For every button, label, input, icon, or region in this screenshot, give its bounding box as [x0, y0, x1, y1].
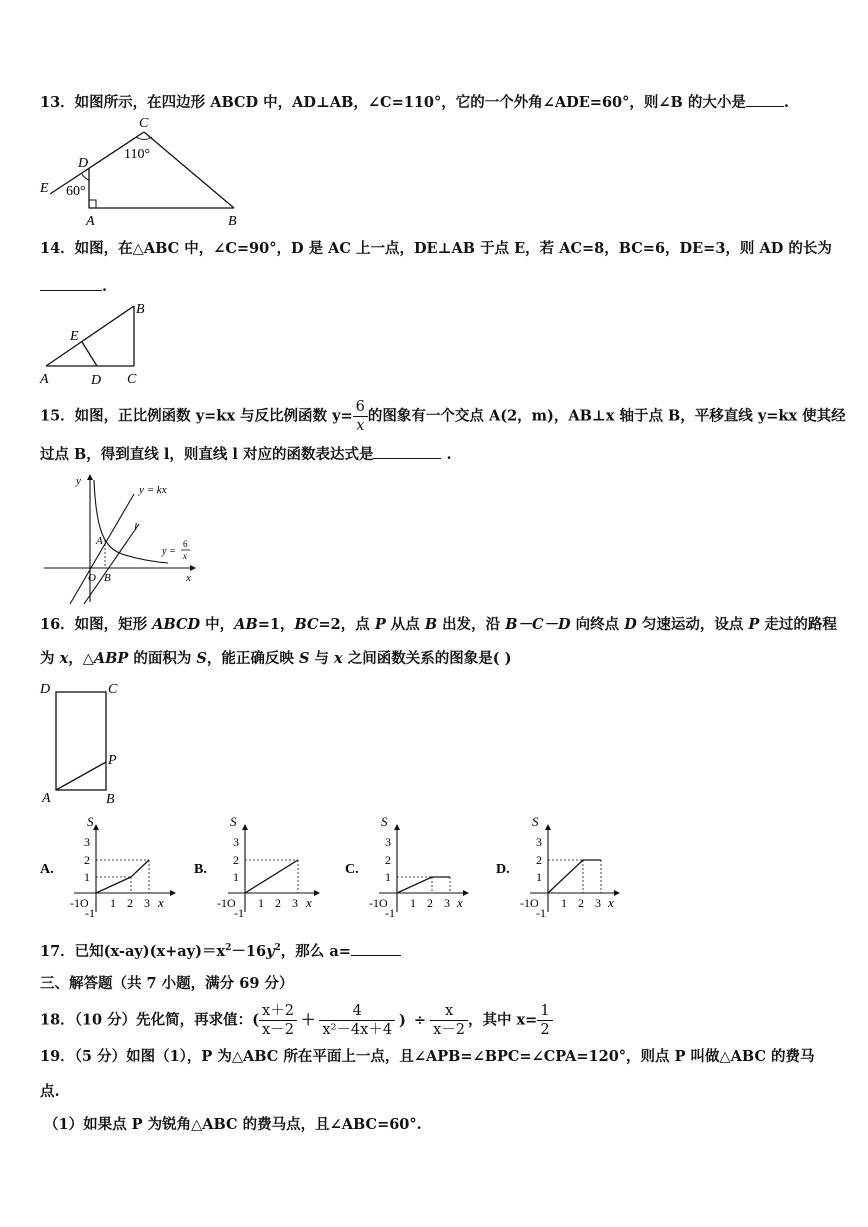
q14-answer-line: .	[40, 276, 107, 295]
svg-text:1: 1	[536, 870, 542, 884]
svg-text:2: 2	[385, 853, 391, 867]
hyperbola-label: y =	[162, 546, 176, 557]
q15-figure	[44, 474, 204, 606]
fraction-1: $\frac{x+2}{x-2}$	[259, 1002, 297, 1039]
label-p: P	[108, 753, 117, 768]
fraction-2: $\frac{4}{\text{x²－4x＋4}}$	[319, 1002, 395, 1039]
svg-text:S: S	[230, 814, 237, 829]
label-e: E	[40, 181, 49, 196]
hyperbola-den: x	[183, 551, 187, 561]
label-d: D	[40, 682, 51, 697]
point-a-label: A	[96, 535, 103, 547]
svg-text:3: 3	[536, 835, 542, 849]
svg-text:x: x	[608, 895, 614, 910]
svg-text:3: 3	[595, 896, 601, 910]
q19-text-line2: 点.	[40, 1083, 60, 1100]
svg-text:3: 3	[385, 835, 391, 849]
fraction-6-over-x: $\frac{6}{x}$	[353, 398, 368, 435]
svg-text:x: x	[457, 895, 463, 910]
svg-text:3: 3	[144, 896, 150, 910]
label-angle-e: 60°	[66, 184, 86, 199]
line-ykx-label: y = kx	[139, 484, 167, 496]
svg-text:2: 2	[275, 896, 281, 910]
svg-text:3: 3	[84, 835, 90, 849]
svg-text:2: 2	[233, 853, 239, 867]
svg-text:3: 3	[233, 835, 239, 849]
label-d: D	[91, 373, 102, 388]
axis-y-label: y	[76, 475, 81, 487]
answer-blank	[351, 941, 401, 956]
svg-text:1: 1	[385, 870, 391, 884]
line-l-label: l	[134, 521, 138, 533]
svg-text:-1O: -1O	[70, 896, 89, 910]
svg-text:2: 2	[536, 853, 542, 867]
label-c: C	[127, 372, 137, 387]
q14-text: 14．如图，在△ABC 中，∠C=90°，D 是 AC 上一点，DE⊥AB 于点 E，若 AC=8，BC=6，DE=3，则 AD 的长为	[40, 240, 832, 257]
svg-text:-1: -1	[536, 906, 546, 920]
q19-sub1: （1）如果点 P 为锐角△ABC 的费马点，且∠ABC=60°.	[44, 1116, 422, 1133]
option-d-graph[interactable]	[494, 810, 634, 920]
svg-text:S: S	[87, 814, 94, 829]
point-b-label: B	[104, 572, 111, 584]
answer-blank	[746, 92, 784, 107]
svg-text:1: 1	[110, 896, 116, 910]
svg-text:-1O: -1O	[520, 896, 539, 910]
svg-text:S: S	[532, 814, 539, 829]
label-a: A	[42, 791, 51, 806]
svg-text:2: 2	[84, 853, 90, 867]
svg-text:1: 1	[561, 896, 567, 910]
svg-text:3: 3	[292, 896, 298, 910]
origin-label: O	[88, 572, 96, 584]
label-b: B	[136, 302, 145, 317]
svg-text:2: 2	[127, 896, 133, 910]
fraction-3: $\frac{x}{x-2}$	[430, 1002, 468, 1039]
label-c: C	[108, 682, 118, 697]
label-angle-c: 110°	[124, 147, 151, 162]
svg-text:x: x	[158, 895, 164, 910]
q16-rectangle-figure	[38, 678, 138, 808]
label-b: B	[228, 214, 237, 229]
label-a: A	[86, 214, 95, 229]
axis-x-label: x	[186, 572, 191, 584]
svg-text:1: 1	[410, 896, 416, 910]
svg-text:2: 2	[427, 896, 433, 910]
svg-text:1: 1	[84, 870, 90, 884]
answer-blank	[40, 276, 102, 291]
option-a-graph[interactable]	[38, 810, 178, 920]
q18-text: 18．（10 分）先化简，再求值：( $\frac{x+2}{x-2}$ ＋ $\frac{4}{\text{x²－4x＋4}}$ ) ÷ $\frac{x}{x-2}$ ，其中 x= $\frac{1}{2}$	[40, 1002, 553, 1039]
svg-text:-1: -1	[385, 906, 395, 920]
label-c: C	[139, 116, 149, 131]
svg-text:-1: -1	[85, 906, 95, 920]
q15-text: 15．如图，正比例函数 y=kx 与反比例函数 y= $\frac{6}{x}$ 的图象有一个交点 A(2，m)，AB⊥x 轴于点 B，平移直线 y=kx 使其经	[40, 399, 846, 435]
fraction-4: $\frac{1}{2}$	[537, 1002, 552, 1039]
option-label: B.	[194, 862, 207, 877]
svg-text:x: x	[306, 895, 312, 910]
q17-text: 17．已知$(x-ay)(x+ay)=x^2-16y^2$，那么 a=	[40, 941, 401, 960]
hyperbola-num: 6	[183, 539, 188, 549]
option-label: A.	[40, 862, 54, 877]
q13-text: 13．如图所示，在四边形 ABCD 中，AD⊥AB，∠C=110°，它的一个外角∠ADE=60°，则∠B 的大小是 .	[40, 94, 789, 111]
svg-text:S: S	[381, 814, 388, 829]
option-c-graph[interactable]	[343, 810, 483, 920]
label-e: E	[70, 329, 79, 344]
answer-blank	[373, 444, 441, 459]
q16-text: 16．如图，矩形 ABCD 中，AB=1，BC=2，点 P 从点 B 出发，沿 B－C－D 向终点 D 匀速运动，设点 P 走过的路程	[40, 616, 837, 633]
svg-text:-1: -1	[234, 906, 244, 920]
svg-text:-1O: -1O	[369, 896, 388, 910]
option-label: C.	[345, 862, 359, 877]
q15-text-line2: 过点 B，得到直线 l，则直线 l 对应的函数表达式是 .	[40, 446, 452, 463]
q14-figure	[38, 300, 158, 388]
label-a: A	[40, 372, 49, 387]
option-label: D.	[496, 862, 510, 877]
section-heading: 三、解答题（共 7 小题，满分 69 分）	[40, 975, 294, 992]
svg-text:3: 3	[444, 896, 450, 910]
q16-text-line2: 为 x，△ABP 的面积为 S，能正确反映 S 与 x 之间函数关系的图象是( )	[40, 650, 512, 667]
q13-figure	[38, 112, 248, 228]
svg-text:1: 1	[233, 870, 239, 884]
label-d: D	[78, 156, 89, 171]
q19-text: 19．（5 分）如图（1），P 为△ABC 所在平面上一点，且∠APB=∠BPC=∠CPA=120°，则点 P 叫做△ABC 的费马	[40, 1048, 815, 1065]
svg-text:1: 1	[258, 896, 264, 910]
svg-text:2: 2	[578, 896, 584, 910]
label-b: B	[106, 792, 115, 807]
option-b-graph[interactable]	[192, 810, 332, 920]
svg-text:-1O: -1O	[217, 896, 236, 910]
